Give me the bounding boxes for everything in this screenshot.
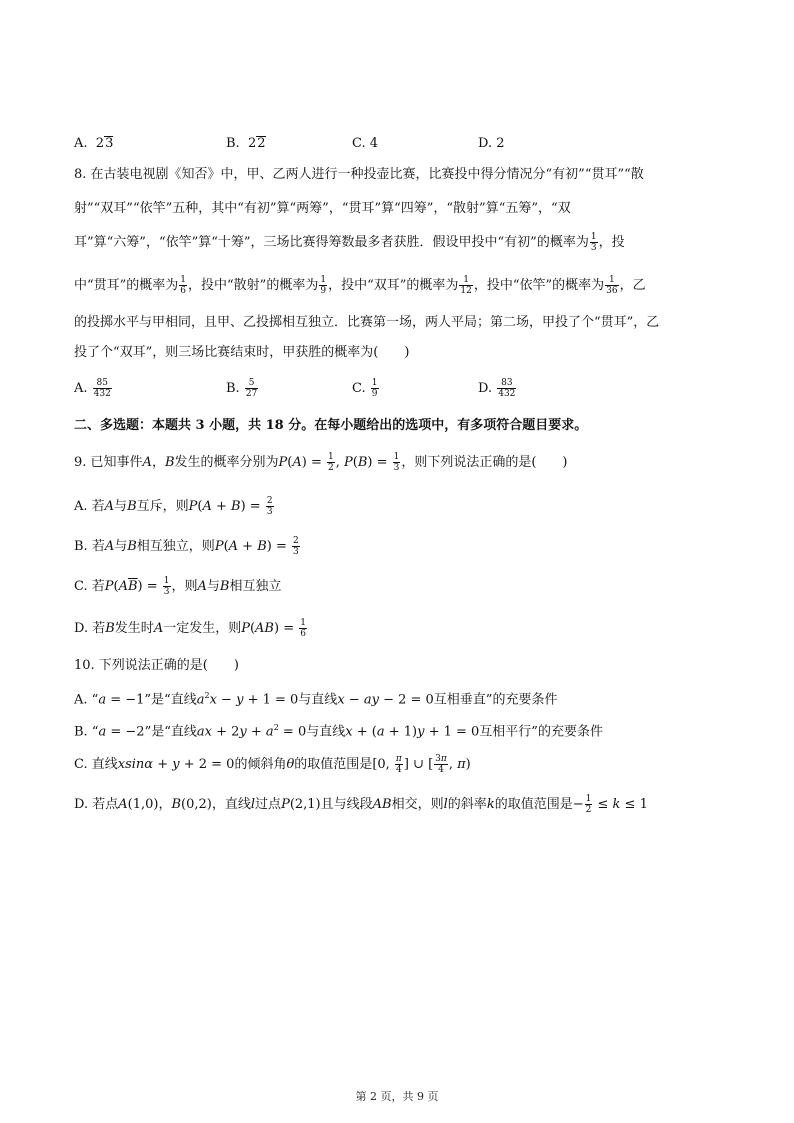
option-value: 23	[91, 136, 114, 151]
q8-line-6: 投了个“双耳”，则三场比赛结束时，甲获胜的概率为( )	[74, 345, 410, 360]
text: ，投中“双耳”的概率为	[328, 278, 459, 293]
text: 互相平行”的充要条件	[479, 724, 603, 740]
option-label: B.	[226, 381, 240, 396]
text: 一定发生，则	[163, 621, 242, 636]
q8-line-1: 8. 在古装电视剧《知否》中，甲、乙两人进行一种投壶比赛，比赛投中得分情况分“有初”“贯耳”“散	[74, 167, 644, 182]
text: 发生的概率分别为	[174, 455, 279, 470]
text: 相互独立	[229, 579, 282, 594]
option-value: 2	[496, 136, 505, 151]
text: B. 若	[74, 539, 105, 554]
q10-option-d: D. 若点A(1,0)，B(0,2)，直线l过点P(2,1)且与线段AB相交，则l的斜率k的取值范围是− $\frac{1}{2}$ ≤ k ≤ 1	[74, 794, 648, 815]
text: 的斜率	[447, 797, 487, 812]
text: 发生时	[114, 621, 154, 636]
q9-option-a: A. 若A与B互斥，则P(A + B) = $\frac{2}{3}$	[74, 496, 273, 517]
text: ，则下列说法正确的是( )	[401, 455, 568, 470]
text: 过点	[255, 797, 282, 812]
fraction: $\frac{1}{6}$	[300, 618, 306, 639]
q7-option-c	[352, 134, 378, 154]
text: 与	[206, 579, 220, 594]
fraction: $\frac{1}{2}$	[585, 794, 592, 815]
q7-option-a	[74, 134, 113, 154]
q8-line-5: 的投掷水平与甲相同，且甲、乙投掷相互独立．比赛第一场，两人平局；第二场，甲投了个“贯耳”，乙	[74, 315, 660, 330]
q8-option-c	[352, 378, 380, 399]
q7-option-b	[226, 134, 266, 154]
fraction-1-9: $\frac{1}{9}$	[320, 275, 327, 296]
option-label: C.	[352, 381, 366, 396]
page-footer: 第 2 页，共 9 页	[355, 1090, 439, 1103]
text: 与	[114, 499, 128, 514]
fraction-1-12: $\frac{1}{12}$	[460, 275, 472, 296]
text: 与直线	[298, 692, 338, 708]
fraction: $\frac{\pi}{4}$	[395, 754, 402, 775]
fraction-1-6: $\frac{1}{6}$	[180, 275, 187, 296]
option-label: B.	[226, 136, 240, 151]
fraction: $\frac{1}{2}$	[327, 452, 334, 473]
option-label: A.	[74, 136, 88, 151]
fraction: $\frac{3\pi}{4}$	[435, 754, 447, 775]
q8-option-d	[478, 378, 517, 399]
text: B. “	[74, 724, 99, 740]
section-heading: 二、多选题：本题共 3 小题，共 18 分。在每小题给出的选项中，有多项符合题目要求。	[74, 418, 588, 433]
text: D. 若点	[74, 797, 119, 812]
q9-stem: 9. 已知事件A，B发生的概率分别为P(A) = $\frac{1}{2}$ , P(B) = $\frac{1}{3}$ ，则下列说法正确的是( )	[74, 452, 568, 473]
fraction: $\frac{1}{3}$	[163, 576, 170, 597]
text: 的取值范围是	[294, 757, 373, 772]
text: 相互独立，则	[136, 539, 215, 554]
q8-option-b	[226, 378, 259, 399]
q9-option-c: C. 若$P(A\overline{B})$ = $\frac{1}{3}$ ，则A与B相互独立	[74, 576, 282, 597]
option-fraction: $\frac{83}{432}$	[498, 378, 516, 399]
text: ，投中“依竿”的概率为	[473, 278, 605, 293]
option-label: A.	[74, 381, 88, 396]
q10-option-b: B. “a = −2”是“直线ax + $2y + a^2 = 0$与直线x + (a + 1)y + 1 = 0互相平行”的充要条件	[74, 723, 603, 740]
text: ”是“直线	[144, 692, 197, 708]
fraction-1-36: $\frac{1}{36}$	[606, 275, 618, 296]
q8-line-4	[74, 275, 646, 296]
option-fraction: $\frac{1}{9}$	[371, 378, 378, 399]
text: 互相垂直”的充要条件	[433, 692, 558, 708]
option-label: D.	[478, 136, 493, 151]
fraction: $\frac{2}{3}$	[293, 536, 299, 557]
text: ，乙	[619, 278, 646, 293]
text: 与	[114, 539, 128, 554]
text: C. 直线	[74, 757, 118, 772]
fraction: $\frac{2}{3}$	[266, 496, 273, 517]
text: ，直线	[211, 797, 251, 812]
text: ”是“直线	[144, 724, 197, 740]
text: ，	[151, 455, 165, 470]
text: 且与线段	[320, 797, 373, 812]
q10-stem: 10. 下列说法正确的是( )	[74, 658, 239, 673]
text: 的取值范围是	[494, 797, 573, 812]
text: 9. 已知事件	[74, 455, 143, 470]
text: ，投中“散射”的概率为	[188, 278, 319, 293]
text: ，投	[598, 235, 625, 250]
text: ，	[158, 797, 172, 812]
text: C. 若	[74, 579, 105, 594]
q8-option-a	[74, 378, 113, 399]
q9-option-b: B. 若A与B相互独立，则P(A + B) = $\frac{2}{3}$	[74, 536, 299, 557]
text: ，则	[171, 579, 198, 594]
q7-option-d	[478, 134, 505, 154]
text: A. “	[74, 692, 99, 708]
q8-line-2: 射”“双耳”“依竿”五种，其中“有初”算“两筹”，“贯耳”算“四筹”，“散射”算“五筹”，“双	[74, 201, 571, 216]
option-fraction: $\frac{5}{27}$	[245, 378, 258, 399]
text: 中“贯耳”的概率为	[74, 278, 179, 293]
text: 互斥，则	[136, 499, 189, 514]
text: 相交，则	[391, 797, 444, 812]
option-fraction: $\frac{85}{432}$	[93, 378, 111, 399]
fraction: $\frac{1}{3}$	[393, 452, 400, 473]
fraction-1-3: $\frac{1}{3}$	[590, 232, 597, 253]
option-label: D.	[478, 381, 493, 396]
text: 的倾斜角	[234, 757, 287, 772]
q8-line-3	[74, 232, 625, 253]
text: 与直线	[306, 724, 346, 740]
q10-option-c: C. 直线xsinα + y + 2 = 0的倾斜角θ的取值范围是[0, $\frac{\pi}{4}$ ] ∪ [ $\frac{3\pi}{4}$ , π)	[74, 754, 471, 775]
option-value: 22	[243, 136, 266, 151]
text: 耳”算“六筹”，“依竿”算“十筹”，三场比赛得筹数最多者获胜．假设甲投中“有初”的概率为	[74, 235, 589, 250]
text: A. 若	[74, 499, 105, 514]
text: D. 若	[74, 621, 106, 636]
option-value: 4	[369, 136, 379, 151]
q10-option-a: A. “a = −1”是“直线$a^2x - y + 1 = 0$与直线x − ay − 2 = 0互相垂直”的充要条件	[74, 691, 558, 708]
option-label: C.	[352, 136, 366, 151]
q9-option-d: D. 若B发生时A一定发生，则P(AB) = $\frac{1}{6}$	[74, 618, 306, 639]
